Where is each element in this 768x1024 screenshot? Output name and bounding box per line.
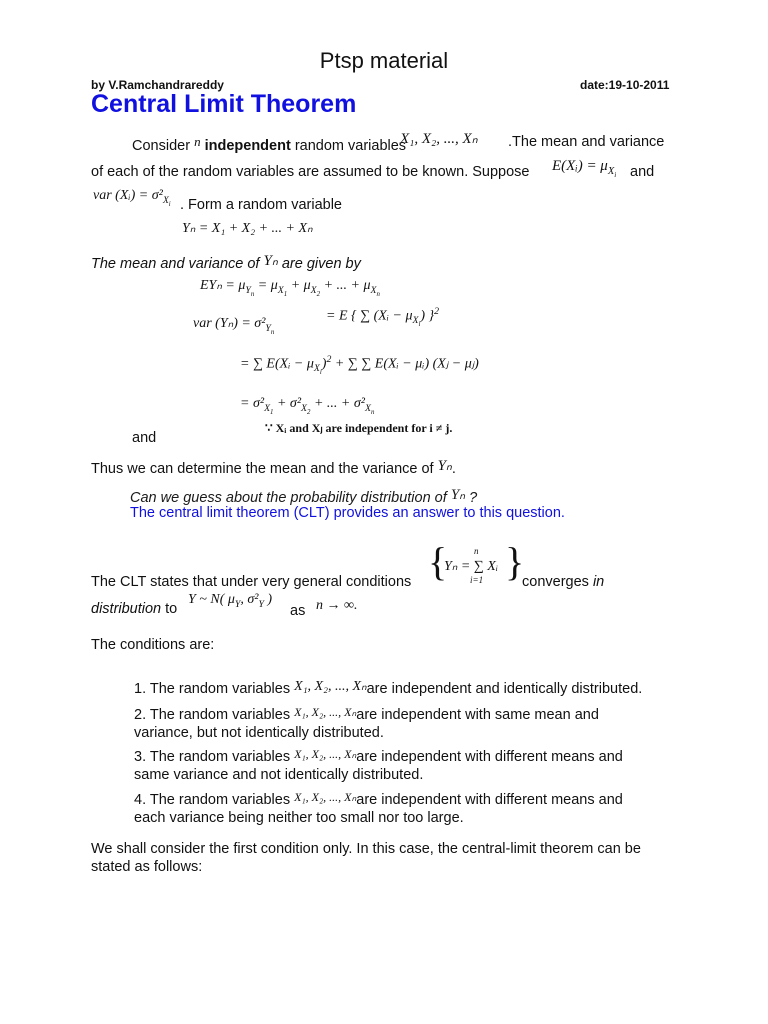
n-to-infinity: n → ∞. — [316, 598, 358, 613]
condition-1-vars: X₁, X₂, ..., Xₙ — [294, 679, 367, 694]
independent-text: independent — [204, 138, 291, 154]
clt-distribution-line — [91, 599, 177, 619]
eq-var-rhs: = E { ∑ (Xᵢ − $\mu_{X_i}$) }$^2$ — [326, 306, 440, 329]
condition-3-post: are independent with different means and — [356, 749, 623, 765]
right-brace: } — [505, 539, 525, 584]
expect-text: E(Xᵢ) = μ — [552, 158, 608, 174]
condition-3-cont: same variance and not identically distributed. — [134, 767, 424, 783]
intro-line-2: of each of the random variables are assumed to be known. Suppose — [91, 164, 530, 180]
clt-converges-line — [522, 572, 604, 592]
condition-2-post: are independent with same mean and — [356, 707, 599, 723]
section-heading: Central Limit Theorem — [91, 90, 357, 118]
author: by V.Ramchandrareddy — [91, 78, 224, 92]
eq-line-3: = $\sigma^2_{X_1} + \sigma^2_{X_2}$ + ... + $\sigma^2_{X_n}$ — [240, 396, 375, 416]
intro-line-1 — [132, 132, 406, 156]
thus-yn: Yₙ — [437, 458, 452, 474]
conditions-title: The conditions are: — [91, 637, 215, 653]
thus-pre: Thus we can determine the mean and the variance of — [91, 461, 434, 477]
form-text: . Form a random variable — [180, 197, 342, 213]
normal-dist: Y ~ N( $\mu_Y$, $\sigma^2_Y$ ) — [188, 592, 273, 610]
as-text: as — [290, 603, 306, 619]
mv-pre: The mean and variance of — [91, 256, 260, 272]
consider-text: Consider — [132, 138, 191, 154]
condition-4-vars: X₁, X₂, ..., Xₙ — [294, 790, 357, 804]
condition-4-pre: 4. The random variables — [134, 792, 291, 808]
sum-lower: i=1 — [470, 575, 484, 585]
mean-variance-line — [91, 251, 361, 274]
condition-1 — [134, 678, 642, 698]
eq-line3-text: = σ² — [240, 396, 265, 411]
and-text: and — [630, 164, 655, 180]
condition-3-vars: X₁, X₂, ..., Xₙ — [294, 747, 357, 761]
eq-var-rhs-text: = E { ∑ (Xᵢ − μ — [326, 308, 413, 324]
condition-3 — [134, 745, 623, 784]
condition-4 — [134, 788, 623, 827]
document-title: Ptsp material — [319, 48, 449, 73]
condition-2-pre: 2. The random variables — [134, 707, 291, 723]
thus-line — [91, 456, 456, 479]
clt-pre: The CLT states that under very general conditions — [91, 574, 412, 590]
question-post: ? — [469, 490, 478, 506]
sum-upper: n — [474, 546, 479, 556]
condition-3-pre: 3. The random variables — [134, 749, 291, 765]
var-math: var (Xᵢ) = $\sigma^2_{X_i}$ — [93, 188, 171, 208]
mean-var-text: .The mean and variance — [508, 134, 665, 150]
condition-2 — [134, 703, 599, 742]
eq-line2b-text: + ∑ ∑ E(Xᵢ − μᵢ) (Xⱼ − μⱼ) — [334, 356, 479, 372]
eq-eyn: $EY_n = \mu_{Y_n} = \mu_{X_1} + \mu_{X_2}$ + ... + $\mu_{X_n}$ — [200, 278, 380, 298]
closing-line-1: We shall consider the first condition only. In this case, the central-limit theorem can be — [91, 841, 641, 857]
mv-yn: Yₙ — [263, 253, 278, 269]
independence-note: ∵ Xᵢ and Xⱼ are independent for i ≠ j. — [265, 421, 453, 435]
condition-2-cont: variance, but not identically distributed. — [134, 725, 384, 741]
in-text: in — [592, 574, 605, 590]
mv-post: are given by — [281, 256, 361, 272]
eq-line-2: = ∑ E(Xᵢ − $\mu_{X_i})^2$ + ∑ ∑ E(Xᵢ − μᵢ) (Xⱼ − μⱼ) — [240, 354, 479, 377]
left-brace: { — [428, 539, 448, 584]
condition-4-post: are independent with different means and — [356, 792, 623, 808]
to-text: to — [165, 601, 178, 617]
eq-eyn-text: EYₙ = μ — [200, 278, 246, 293]
eq-eyn-rhs: = μ — [257, 278, 278, 293]
yn-definition: Yₙ = X₁ + X₂ + ... + Xₙ — [182, 221, 313, 236]
condition-1-pre: 1. The random variables — [134, 681, 291, 697]
question-line — [130, 485, 477, 506]
expect-math: E(Xᵢ) = $\mu_{X_i}$ — [552, 158, 617, 180]
thus-post: . — [451, 461, 456, 477]
and-label: and — [132, 430, 157, 446]
n-symbol: n — [194, 134, 201, 149]
converges-text: converges — [522, 574, 589, 590]
question-yn: Yₙ — [450, 487, 466, 503]
xs-math: X₁, X₂, ..., Xₙ — [400, 131, 478, 147]
condition-4-cont: each variance being neither too small nor too large. — [134, 810, 464, 826]
date: date:19-10-2011 — [580, 78, 670, 92]
closing-line-2: stated as follows: — [91, 859, 203, 875]
eq-var-lhs: var (Yₙ) = σ² — [193, 316, 266, 331]
eq-line2-text: = ∑ E(Xᵢ − μ — [240, 356, 314, 372]
clt-sum: Yₙ = ∑ Xᵢ — [444, 559, 499, 574]
closing-paragraph — [91, 840, 641, 876]
random-vars-text: random variables — [294, 138, 407, 154]
condition-1-post: are independent and identically distributed. — [366, 681, 643, 697]
ydist-text: Y ~ N( μ — [188, 592, 235, 607]
distribution-text: distribution — [91, 601, 162, 617]
question-pre: Can we guess about the probability distribution of — [130, 490, 447, 506]
condition-2-vars: X₁, X₂, ..., Xₙ — [294, 705, 357, 719]
clt-answer: The central limit theorem (CLT) provides an answer to this question. — [130, 505, 565, 521]
var-text: var (Xᵢ) = σ² — [93, 188, 163, 203]
eq-var-yn: var $(Y_n) = \sigma^2_{Y_n}$ — [193, 316, 275, 336]
